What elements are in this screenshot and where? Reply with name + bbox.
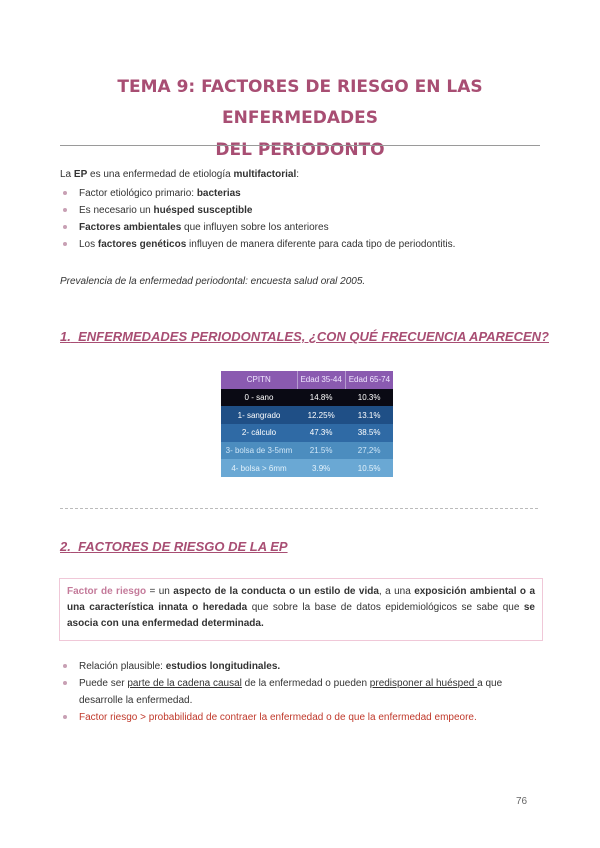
item-text: a que desarrolle la enfermedad. [79, 678, 503, 706]
item-text: Relación plausible: [79, 661, 166, 672]
table-cell: 2- cálculo [241, 428, 277, 438]
table-cell: 38.5% [357, 428, 381, 438]
definition-text: que sobre la base de datos epidemiológicos se sabe que [247, 602, 524, 613]
section-number: 1. [60, 329, 71, 344]
definition-bold: se asocia con una enfermedad determinada. [67, 602, 535, 629]
table-cell: 12.25% [307, 410, 335, 420]
table-row [221, 406, 393, 424]
bullet-dot-icon [63, 715, 67, 719]
table-cell: 47.3% [309, 428, 333, 438]
list-item [60, 709, 540, 726]
definition-box [59, 578, 543, 641]
list-item [60, 185, 455, 202]
title-divider [60, 145, 540, 146]
risk-factor-list [60, 658, 540, 726]
title-line-2: DEL PERIODONTO [215, 139, 385, 160]
item-bold: huésped susceptible [153, 205, 253, 216]
section-divider [60, 508, 538, 509]
section-title: ENFERMEDADES PERIODONTALES, ¿CON QUÉ FRECUENCIA APARECEN? [78, 329, 549, 344]
prevalence-note: Prevalencia de la enfermedad periodontal: encuesta salud oral 2005. [60, 276, 366, 287]
table-row [221, 459, 393, 477]
intro-text: La [60, 169, 74, 180]
item-text: Factor etiológico primario: [79, 188, 197, 199]
title-line-1: TEMA 9: FACTORES DE RIESGO EN LAS ENFERMEDADES [117, 77, 483, 129]
list-item [60, 236, 455, 253]
item-text: Los [79, 239, 98, 250]
item-text: Puede ser [79, 678, 128, 689]
item-underlined: predisponer al huésped [369, 678, 478, 689]
table-cell: 21.5% [309, 445, 333, 455]
table-cell: 0 - sano [244, 392, 274, 402]
table-cell: 14.8% [309, 392, 333, 402]
section-1-heading [60, 329, 549, 344]
intro-paragraph [60, 169, 299, 180]
table-header-cell: Edad 35-44 [297, 371, 345, 389]
bullet-dot-icon [63, 242, 67, 246]
section-number: 2. [60, 539, 71, 554]
intro-bold: multifactorial [233, 169, 297, 180]
intro-text: : [296, 169, 300, 180]
cpitn-table [221, 371, 393, 477]
table-cell: 13.1% [357, 410, 381, 420]
list-item [60, 219, 455, 236]
etiology-list [60, 185, 455, 253]
table-cell: 4- bolsa > 6mm [231, 463, 287, 473]
table-header-cell: Edad 65-74 [345, 371, 393, 389]
definition-term: Factor de riesgo [67, 586, 147, 597]
page-title [40, 72, 560, 166]
list-item [60, 202, 455, 219]
item-text: que influyen sobre los anteriores [181, 222, 329, 233]
definition-text: = un [146, 586, 174, 597]
definition-bold: exposición ambiental o a una característica innata o heredada [67, 586, 536, 613]
table-header-cell: CPITN [246, 375, 271, 385]
bullet-dot-icon [63, 664, 67, 668]
table-cell: 10.3% [357, 392, 381, 402]
intro-bold: EP [73, 169, 88, 180]
table-cell: 3- bolsa de 3-5mm [225, 445, 293, 455]
item-bold: factores genéticos [97, 239, 187, 250]
page-number: 76 [516, 796, 528, 807]
list-item [60, 675, 540, 709]
bullet-dot-icon [63, 225, 67, 229]
table-row [221, 442, 393, 460]
table-cell: 27,2% [357, 445, 381, 455]
section-2-heading [60, 539, 288, 554]
table-cell: 10.5% [357, 463, 381, 473]
item-bold: Factores ambientales [79, 222, 182, 233]
table-row [221, 424, 393, 442]
item-text: influyen de manera diferente para cada tipo de periodontitis. [186, 239, 456, 250]
intro-text: es una enfermedad de etiología [87, 169, 234, 180]
table-row [221, 389, 393, 407]
definition-text: , a una [378, 586, 415, 597]
table-header-row [221, 371, 393, 389]
item-bold: bacterias [196, 188, 241, 199]
item-text: Factor riesgo > probabilidad de contraer la enfermedad o de que la enfermedad empeore. [79, 712, 477, 723]
item-text: Es necesario un [79, 205, 154, 216]
item-underlined: parte de la cadena causal [127, 678, 242, 689]
definition-bold: aspecto de la conducta o un estilo de vida [173, 586, 379, 597]
table-cell: 3.9% [312, 463, 331, 473]
bullet-dot-icon [63, 191, 67, 195]
table-cell: 1- sangrado [237, 410, 281, 420]
list-item [60, 658, 540, 675]
section-title: FACTORES DE RIESGO DE LA EP [78, 539, 288, 554]
bullet-dot-icon [63, 208, 67, 212]
bullet-dot-icon [63, 681, 67, 685]
item-bold: estudios longitudinales. [165, 661, 281, 672]
item-text: de la enfermedad o pueden [241, 678, 370, 689]
